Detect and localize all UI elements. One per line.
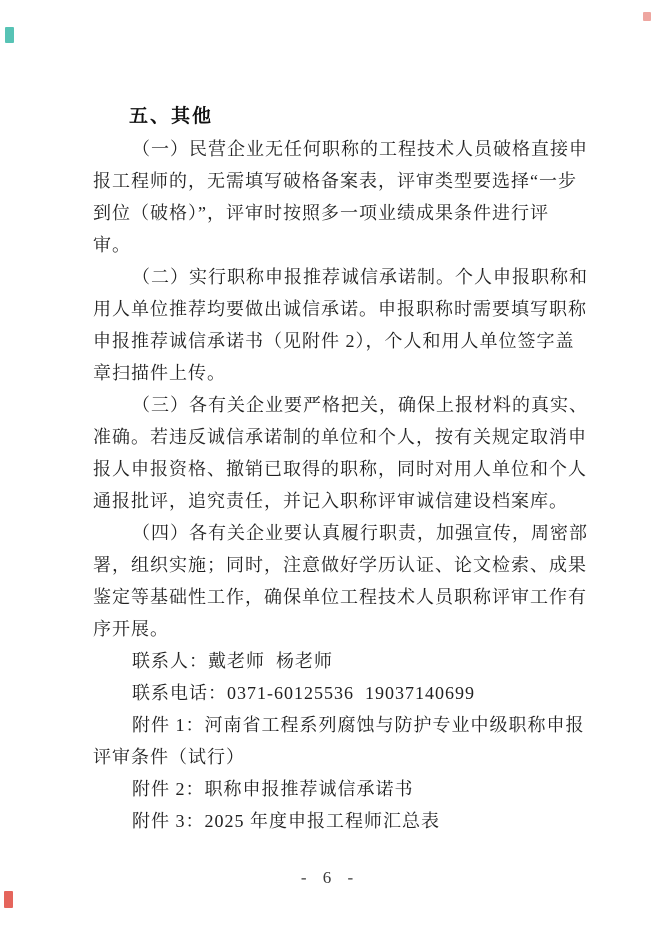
text-line: 章扫描件上传。	[93, 363, 226, 383]
scan-artifact-teal-top-left	[5, 27, 14, 43]
text-line: （三）各有关企业要严格把关，确保上报材料的真实、	[132, 395, 588, 415]
text-line: 报工程师的，无需填写破格备案表，评审类型要选择“一步	[93, 171, 577, 191]
contact-person-line: 联系人：戴老师 杨老师	[132, 651, 333, 671]
scan-artifact-red-bottom-left	[4, 891, 13, 908]
text-line: 鉴定等基础性工作，确保单位工程技术人员职称评审工作有	[93, 587, 587, 607]
text-line: 用人单位推荐均要做出诚信承诺。申报职称时需要填写职称	[93, 299, 587, 319]
section-heading: 五、其他	[129, 106, 214, 127]
document-body	[93, 101, 588, 890]
text-line: 准确。若违反诚信承诺制的单位和个人，按有关规定取消申	[93, 427, 587, 447]
attachment-line: 附件 1：河南省工程系列腐蚀与防护专业中级职称申报	[132, 715, 585, 735]
contact-phone-line: 联系电话：0371-60125536 19037140699	[132, 683, 475, 703]
text-line: 申报推荐诚信承诺书（见附件 2），个人和用人单位签字盖	[93, 331, 575, 351]
text-line: 署，组织实施；同时，注意做好学历认证、论文检索、成果	[93, 555, 587, 575]
attachment-line: 附件 2：职称申报推荐诚信承诺书	[132, 779, 414, 799]
text-line: 审。	[93, 235, 131, 255]
attachment-line: 附件 3：2025 年度申报工程师汇总表	[132, 811, 440, 831]
text-line: 通报批评，追究责任，并记入职称评审诚信建设档案库。	[93, 491, 568, 511]
text-line: 到位（破格）”，评审时按照多一项业绩成果条件进行评	[93, 203, 549, 223]
text-line: 报人申报资格、撤销已取得的职称，同时对用人单位和个人	[93, 459, 587, 479]
text-line: （二）实行职称申报推荐诚信承诺制。个人申报职称和	[132, 267, 588, 287]
text-line: （一）民营企业无任何职称的工程技术人员破格直接申	[132, 139, 588, 159]
text-line: （四）各有关企业要认真履行职责，加强宣传，周密部	[132, 523, 588, 543]
scan-artifact-red-top-right	[643, 12, 651, 21]
attachment-line-continuation: 评审条件（试行）	[93, 747, 245, 767]
text-line: 序开展。	[93, 619, 169, 639]
page-number: - 6 -	[300, 868, 360, 887]
